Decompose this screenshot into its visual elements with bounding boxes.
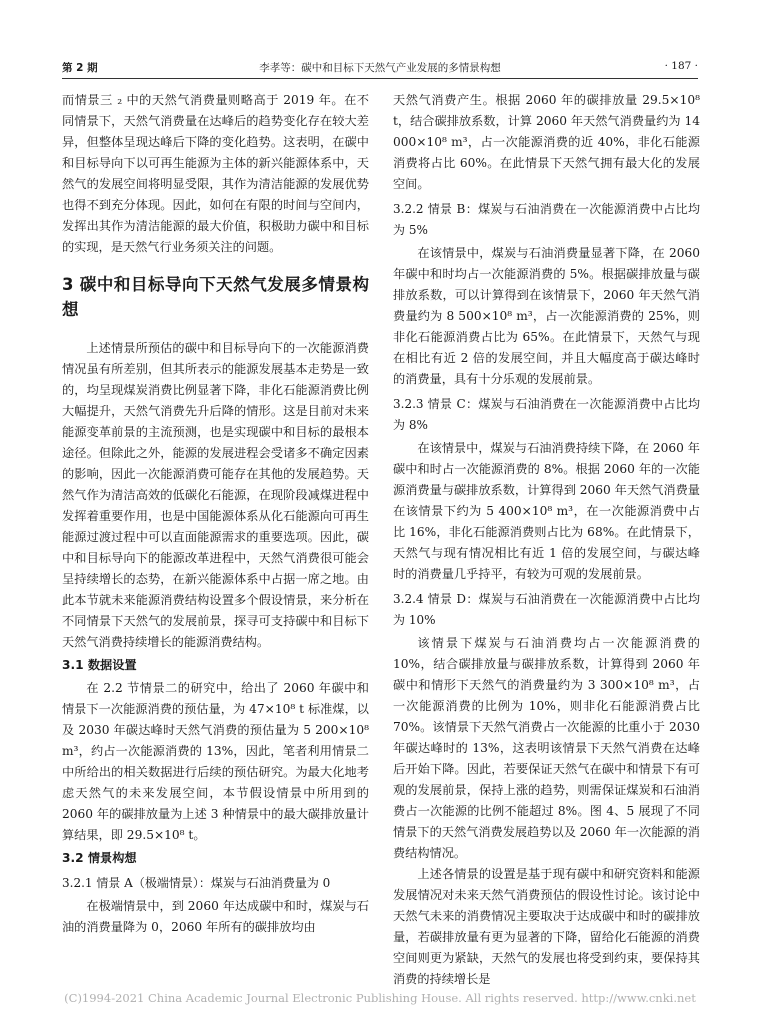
subsection-3-2-2-title: 3.2.2 情景 B：煤炭与石油消费在一次能源消费中占比均为 5% [393,202,700,237]
continued-paragraph: 天然气消费产生。根据 2060 年的碳排放量 29.5×10⁸ t，结合碳排放系数，计算 2060 年天然气消费量约为 14 000×10⁸ m³，占一次能源消费的近 40%，非化石能源消费将占比 60%。在此情景下天然气拥有最大化的发展空间。 [393,93,700,191]
subsection-3-2-1-paragraph: 在极端情景中，到 2060 年达成碳中和时，煤炭与石油的消费量降为 0，2060 年所有的碳排放均由 [62,899,369,934]
subsection-3-1-title: 3.1 数据设置 [62,658,137,672]
running-title: 李孝等：碳中和目标下天然气产业发展的多情景构想 [259,62,501,74]
closing-paragraph: 上述各情景的设置是基于现有碳中和研究资料和能源发展情况对未来天然气消费预估的假设性讨论。该讨论中天然气未来的消费情况主要取决于达成碳中和时的碳排放量，若碳排放量有更为显著的下降，留给化石能源的消费空间则更为紧缺，天然气的发展也将受到约束，要保持其消费的持续增长是 [393,867,700,986]
subsection-3-2-4-title: 3.2.4 情景 D：煤炭与石油消费在一次能源消费中占比均为 10% [393,592,700,627]
left-column [62,90,369,938]
subsection-3-2-title: 3.2 情景构想 [62,851,137,865]
issue-number: 第 2 期 [62,62,98,74]
section-3-paragraph: 上述情景所预估的碳中和目标导向下的一次能源消费情况虽有所差别，但其所表示的能源发展基本走势是一致的，均呈现煤炭消费比例显著下降，非化石能源消费比例大幅提升，天然气消费先升后降的情形。这是目前对未来能源变革前景的主流预测，也是实现碳中和目标的最根本途径。但除此之外，能源的发展进程会受诸多不确定因素的影响，因此一次能源消费可能存在其他的发展趋势。天然气作为清洁高效的低碳化石能源，在现阶段减煤进程中发挥着重要作用，也是中国能源体系从化石能源向可再生能源过渡过程中可以直面能源需求的重要选项。因此，碳中和目标导向下的能源改革进程中，天然气消费很可能会呈持续增长的态势，在新兴能源体系中占据一席之地。由此本节就未来能源消费结构设置多个假设情景，来分析在不同情景下天然气的发展前景，探寻可支持碳中和目标下天然气消费持续增长的能源消费结构。 [62,341,369,649]
intro-paragraph: 而情景三 ₂ 中的天然气消费量则略高于 2019 年。在不同情景下，天然气消费量在达峰后的趋势变化存在较大差异，但整体呈现达峰后下降的变化趋势。这表明，在碳中和目标导向下以可再生能源为主体的新兴能源体系中，天然气的发展空间将明显受限，其作为清洁能源的发展优势也得不到充分体现。因此，如何在有限的时间与空间内，发挥出其作为清洁能源的最大价值，积极助力碳中和目标的实现，是天然气行业务须关注的问题。 [62,93,369,254]
page-header [62,58,698,79]
subsection-3-2-4-paragraph: 该情景下煤炭与石油消费均占一次能源消费的 10%，结合碳排放量与碳排放系数，计算得到 2060 年碳中和情形下天然气的消费量约为 3 300×10⁸ m³，占一次能源消费的比例为 10%，则非化石能源消费占比 70%。该情景下天然气消费占一次能源的比重小于 2030 年碳达峰时的 13%，这表明该情景下天然气消费在达峰后开始下降。因此，若要保证天然气在碳中和情景下有可观的发展前景，保持上涨的趋势，则需保证煤炭和石油消费占一次能源的比例不能超过 8%。图 4、5 展现了不同情景下的天然气消费发展趋势以及 2060 年一次能源的消费结构情况。 [393,636,700,860]
subsection-3-2-2-paragraph: 在该情景中，煤炭与石油消费量显著下降，在 2060 年碳中和时均占一次能源消费的 5%。根据碳排放量与碳排放系数，可以计算得到在该情景下，2060 年天然气消费量约为 8 500×10⁸ m³，占一次能源消费的 25%，则非化石能源消费占比为 65%。在此情景下，天然气与现在相比有近 2 倍的发展空间，并且大幅度高于碳达峰时的消费量，具有十分乐观的发展前景。 [393,246,700,386]
subsection-3-2-3-title: 3.2.3 情景 C：煤炭与石油消费在一次能源消费中占比均为 8% [393,397,700,432]
section-3-title: 3 碳中和目标导向下天然气发展多情景构想 [62,275,369,319]
copyright-footer: (C)1994-2021 China Academic Journal Electronic Publishing House. All rights reserved. http://www.cnki.net [64,991,696,1005]
page-number: · 187 · [664,60,698,72]
subsection-3-2-3-paragraph: 在该情景中，煤炭与石油消费持续下降，在 2060 年碳中和时占一次能源消费的 8%。根据 2060 年的一次能源消费量与碳排放系数，计算得到 2060 年天然气消费量在该情景下约为 5 400×10⁸ m³，在一次能源消费中占比 16%，非化石能源消费则占比为 68%。在此情景下，天然气与现有情况相比有近 1 倍的发展空间，与碳达峰时的消费量几乎持平，有较为可观的发展前景。 [393,441,700,581]
subsection-3-1-paragraph: 在 2.2 节情景二的研究中，给出了 2060 年碳中和情景下一次能源消费的预估量，为 47×10⁸ t 标准煤，以及 2030 年碳达峰时天然气消费的预估量为 5 200×10⁸ m³，约占一次能源消费的 13%，因此，笔者利用情景二中所给出的相关数据进行后续的预估研究。为最大化地考虑天然气的未来发展空间，本节假设情景中所用到的 2060 年的碳排放量为上述 3 种情景中的最大碳排放量计算结果，即 29.5×10⁸ t。 [62,681,369,842]
subsection-3-2-1-title: 3.2.1 情景 A（极端情景）：煤炭与石油消费量为 0 [62,876,331,890]
right-column [393,90,700,990]
